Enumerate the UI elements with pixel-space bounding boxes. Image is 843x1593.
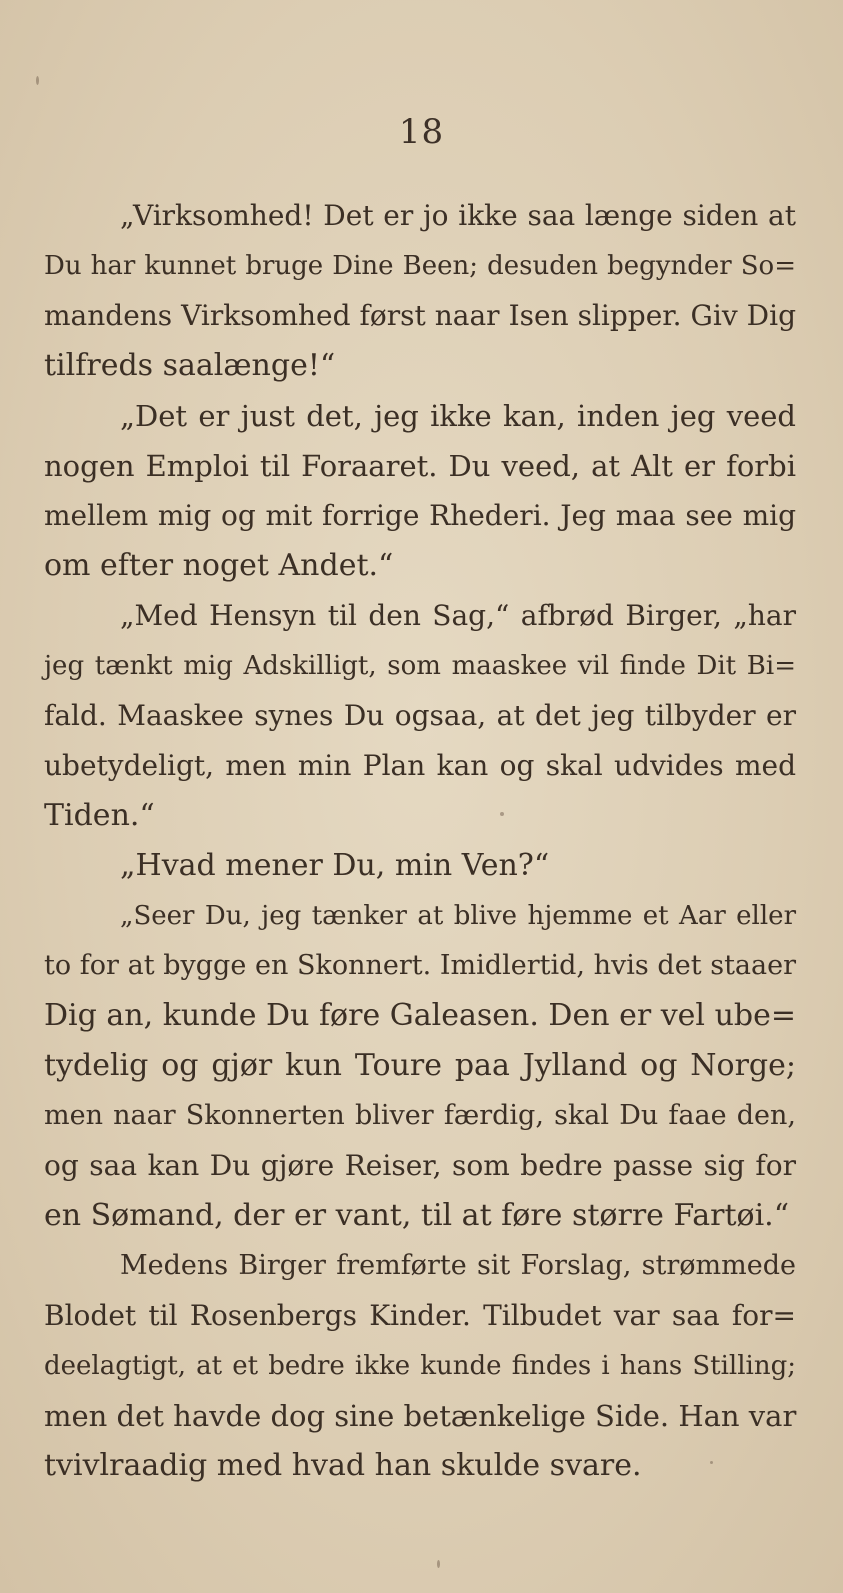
paper-speck <box>500 812 504 816</box>
text-line: deelagtigt, at et bedre ikke kunde findes i hans Stilling; <box>44 1351 796 1381</box>
text-line: to for at bygge en Skonnert. Imidlertid, hvis det staaer <box>44 950 796 981</box>
text-line: „Hvad mener Du, min Ven?“ <box>120 848 550 883</box>
text-line: ubetydeligt, men min Plan kan og skal udvides med <box>44 749 796 782</box>
text-line: jeg tænkt mig Adskilligt, som maaskee vil finde Dit Bi= <box>44 651 796 681</box>
text-line: men naar Skonnerten bliver færdig, skal Du faae den, <box>44 1100 796 1131</box>
text-line: nogen Emploi til Foraaret. Du veed, at Alt er forbi <box>44 449 796 483</box>
paper-speck <box>36 76 39 85</box>
text-line: Medens Birger fremførte sit Forslag, strømmede <box>120 1250 796 1281</box>
text-line: „Med Hensyn til den Sag,“ afbrød Birger, „har <box>120 599 796 632</box>
text-line: en Sømand, der er vant, til at føre større Fartøi.“ <box>44 1198 790 1233</box>
text-line: mellem mig og mit forrige Rhederi. Jeg maa see mig <box>44 499 796 532</box>
text-line: Dig an, kunde Du føre Galeasen. Den er vel ube= <box>44 998 796 1033</box>
text-line: Blodet til Rosenbergs Kinder. Tilbudet var saa for= <box>44 1299 796 1332</box>
text-line: og saa kan Du gjøre Reiser, som bedre passe sig for <box>44 1149 796 1182</box>
text-line: tilfreds saalænge!“ <box>44 348 336 383</box>
text-line: tvivlraadig med hvad han skulde svare. <box>44 1448 642 1483</box>
page-number: 18 <box>398 112 445 152</box>
text-line: Du har kunnet bruge Dine Been; desuden begynder So= <box>44 251 796 281</box>
text-line: tydelig og gjør kun Toure paa Jylland og Norge; <box>44 1048 796 1083</box>
text-line: „Virksomhed! Det er jo ikke saa længe siden at <box>120 199 796 232</box>
text-line: mandens Virksomhed først naar Isen slipper. Giv Dig <box>44 299 796 332</box>
text-line: „Det er just det, jeg ikke kan, inden jeg veed <box>120 399 796 433</box>
paper-speck <box>437 1560 440 1568</box>
text-line: Tiden.“ <box>44 798 155 833</box>
text-line: „Seer Du, jeg tænker at blive hjemme et Aar eller <box>120 901 796 931</box>
paper-speck <box>710 1461 713 1464</box>
text-line: om efter noget Andet.“ <box>44 548 394 583</box>
text-line: fald. Maaskee synes Du ogsaa, at det jeg tilbyder er <box>44 699 796 732</box>
text-line: men det havde dog sine betænkelige Side. Han var <box>44 1399 797 1433</box>
